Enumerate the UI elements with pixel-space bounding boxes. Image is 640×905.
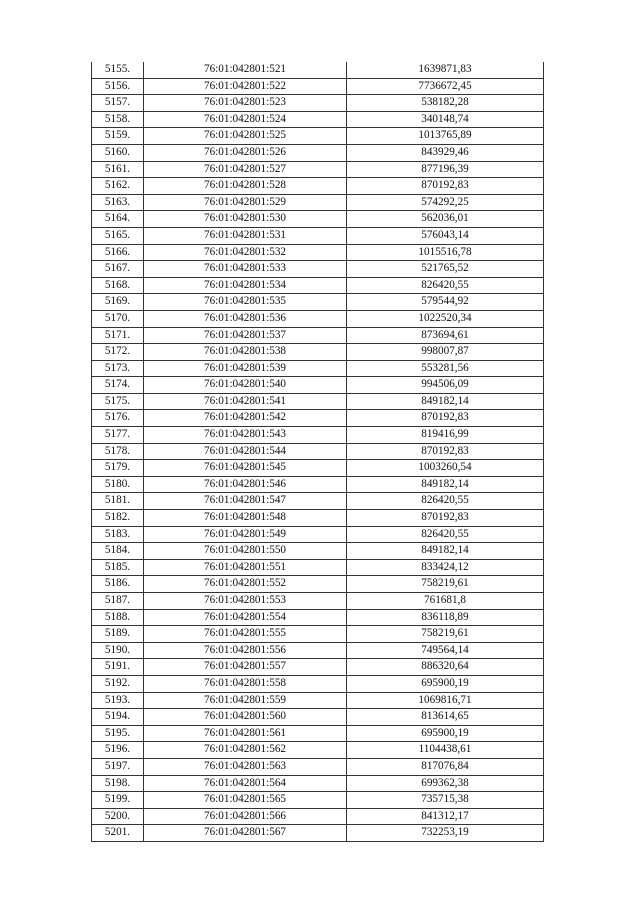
row-number-cell: 5188. xyxy=(92,609,144,626)
cadastral-number-cell: 76:01:042801:536 xyxy=(144,310,347,327)
row-number-cell: 5187. xyxy=(92,593,144,610)
row-number-cell: 5194. xyxy=(92,709,144,726)
cadastral-value-cell: 749564,14 xyxy=(347,642,544,659)
cadastral-value-cell: 732253,19 xyxy=(347,825,544,842)
cadastral-value-cell: 553281,56 xyxy=(347,360,544,377)
table-row xyxy=(92,410,544,427)
table-row xyxy=(92,825,544,842)
cadastral-value-cell: 1639871,83 xyxy=(347,62,544,78)
table-row xyxy=(92,327,544,344)
table-row xyxy=(92,360,544,377)
table-row xyxy=(92,62,544,78)
cadastral-value-cell: 849182,14 xyxy=(347,476,544,493)
table-row xyxy=(92,161,544,178)
table-row xyxy=(92,194,544,211)
cadastral-value-cell: 998007,87 xyxy=(347,344,544,361)
row-number-cell: 5169. xyxy=(92,294,144,311)
cadastral-number-cell: 76:01:042801:540 xyxy=(144,377,347,394)
cadastral-number-cell: 76:01:042801:522 xyxy=(144,78,347,95)
row-number-cell: 5174. xyxy=(92,377,144,394)
table-row xyxy=(92,593,544,610)
cadastral-number-cell: 76:01:042801:523 xyxy=(144,95,347,112)
table-row xyxy=(92,377,544,394)
table-row xyxy=(92,559,544,576)
row-number-cell: 5170. xyxy=(92,310,144,327)
cadastral-number-cell: 76:01:042801:530 xyxy=(144,211,347,228)
cadastral-number-cell: 76:01:042801:567 xyxy=(144,825,347,842)
cadastral-value-cell: 870192,83 xyxy=(347,443,544,460)
cadastral-value-cell: 817076,84 xyxy=(347,758,544,775)
row-number-cell: 5162. xyxy=(92,178,144,195)
row-number-cell: 5159. xyxy=(92,128,144,145)
row-number-cell: 5167. xyxy=(92,261,144,278)
cadastral-number-cell: 76:01:042801:553 xyxy=(144,593,347,610)
cadastral-number-cell: 76:01:042801:533 xyxy=(144,261,347,278)
cadastral-number-cell: 76:01:042801:543 xyxy=(144,427,347,444)
cadastral-number-cell: 76:01:042801:527 xyxy=(144,161,347,178)
cadastral-number-cell: 76:01:042801:563 xyxy=(144,758,347,775)
table-row xyxy=(92,775,544,792)
cadastral-value-cell: 695900,19 xyxy=(347,675,544,692)
cadastral-number-cell: 76:01:042801:521 xyxy=(144,62,347,78)
cadastral-value-cell: 758219,61 xyxy=(347,626,544,643)
cadastral-number-cell: 76:01:042801:542 xyxy=(144,410,347,427)
cadastral-value-cell: 695900,19 xyxy=(347,725,544,742)
row-number-cell: 5176. xyxy=(92,410,144,427)
cadastral-number-cell: 76:01:042801:531 xyxy=(144,227,347,244)
row-number-cell: 5179. xyxy=(92,460,144,477)
table-row xyxy=(92,742,544,759)
row-number-cell: 5192. xyxy=(92,675,144,692)
cadastral-number-cell: 76:01:042801:539 xyxy=(144,360,347,377)
cadastral-value-cell: 870192,83 xyxy=(347,410,544,427)
row-number-cell: 5198. xyxy=(92,775,144,792)
cadastral-number-cell: 76:01:042801:534 xyxy=(144,277,347,294)
table-row xyxy=(92,443,544,460)
cadastral-value-cell: 826420,55 xyxy=(347,526,544,543)
cadastral-value-cell: 994506,09 xyxy=(347,377,544,394)
table-row xyxy=(92,78,544,95)
cadastral-value-cell: 574292,25 xyxy=(347,194,544,211)
cadastral-value-cell: 576043,14 xyxy=(347,227,544,244)
row-number-cell: 5165. xyxy=(92,227,144,244)
cadastral-value-cell: 841312,17 xyxy=(347,808,544,825)
table-row xyxy=(92,261,544,278)
cadastral-value-cell: 735715,38 xyxy=(347,792,544,809)
cadastral-number-cell: 76:01:042801:526 xyxy=(144,144,347,161)
cadastral-number-cell: 76:01:042801:551 xyxy=(144,559,347,576)
row-number-cell: 5157. xyxy=(92,95,144,112)
cadastral-number-cell: 76:01:042801:548 xyxy=(144,510,347,527)
row-number-cell: 5155. xyxy=(92,62,144,78)
cadastral-value-cell: 849182,14 xyxy=(347,393,544,410)
row-number-cell: 5182. xyxy=(92,510,144,527)
cadastral-value-cell: 1104438,61 xyxy=(347,742,544,759)
cadastral-value-cell: 833424,12 xyxy=(347,559,544,576)
cadastral-number-cell: 76:01:042801:524 xyxy=(144,111,347,128)
cadastral-number-cell: 76:01:042801:558 xyxy=(144,675,347,692)
cadastral-value-cell: 819416,99 xyxy=(347,427,544,444)
table-row xyxy=(92,277,544,294)
row-number-cell: 5190. xyxy=(92,642,144,659)
cadastral-value-cell: 813614,65 xyxy=(347,709,544,726)
cadastral-value-cell: 538182,28 xyxy=(347,95,544,112)
cadastral-value-cell: 877196,39 xyxy=(347,161,544,178)
cadastral-value-cell: 873694,61 xyxy=(347,327,544,344)
cadastral-number-cell: 76:01:042801:565 xyxy=(144,792,347,809)
row-number-cell: 5156. xyxy=(92,78,144,95)
cadastral-number-cell: 76:01:042801:528 xyxy=(144,178,347,195)
row-number-cell: 5181. xyxy=(92,493,144,510)
cadastral-value-table xyxy=(91,62,544,842)
table-body xyxy=(92,62,544,841)
row-number-cell: 5175. xyxy=(92,393,144,410)
cadastral-number-cell: 76:01:042801:550 xyxy=(144,543,347,560)
row-number-cell: 5158. xyxy=(92,111,144,128)
row-number-cell: 5191. xyxy=(92,659,144,676)
cadastral-number-cell: 76:01:042801:532 xyxy=(144,244,347,261)
row-number-cell: 5160. xyxy=(92,144,144,161)
row-number-cell: 5184. xyxy=(92,543,144,560)
table-row xyxy=(92,543,544,560)
table-row xyxy=(92,460,544,477)
cadastral-number-cell: 76:01:042801:559 xyxy=(144,692,347,709)
table-row xyxy=(92,642,544,659)
row-number-cell: 5180. xyxy=(92,476,144,493)
cadastral-number-cell: 76:01:042801:562 xyxy=(144,742,347,759)
table-row xyxy=(92,211,544,228)
cadastral-value-cell: 1069816,71 xyxy=(347,692,544,709)
cadastral-value-cell: 562036,01 xyxy=(347,211,544,228)
cadastral-value-cell: 836118,89 xyxy=(347,609,544,626)
cadastral-value-cell: 1013765,89 xyxy=(347,128,544,145)
table-row xyxy=(92,310,544,327)
table-row xyxy=(92,476,544,493)
cadastral-number-cell: 76:01:042801:556 xyxy=(144,642,347,659)
table-row xyxy=(92,95,544,112)
table-row xyxy=(92,808,544,825)
row-number-cell: 5164. xyxy=(92,211,144,228)
row-number-cell: 5178. xyxy=(92,443,144,460)
row-number-cell: 5161. xyxy=(92,161,144,178)
table-row xyxy=(92,675,544,692)
table-row xyxy=(92,609,544,626)
cadastral-value-cell: 340148,74 xyxy=(347,111,544,128)
table-row xyxy=(92,758,544,775)
cadastral-value-cell: 7736672,45 xyxy=(347,78,544,95)
cadastral-number-cell: 76:01:042801:566 xyxy=(144,808,347,825)
cadastral-value-cell: 870192,83 xyxy=(347,510,544,527)
row-number-cell: 5185. xyxy=(92,559,144,576)
row-number-cell: 5193. xyxy=(92,692,144,709)
table-row xyxy=(92,393,544,410)
cadastral-number-cell: 76:01:042801:552 xyxy=(144,576,347,593)
cadastral-value-cell: 849182,14 xyxy=(347,543,544,560)
table-row xyxy=(92,626,544,643)
table-row xyxy=(92,294,544,311)
table-row xyxy=(92,493,544,510)
cadastral-value-cell: 1015516,78 xyxy=(347,244,544,261)
cadastral-value-cell: 843929,46 xyxy=(347,144,544,161)
cadastral-value-cell: 761681,8 xyxy=(347,593,544,610)
row-number-cell: 5171. xyxy=(92,327,144,344)
table-row xyxy=(92,111,544,128)
cadastral-value-cell: 758219,61 xyxy=(347,576,544,593)
row-number-cell: 5163. xyxy=(92,194,144,211)
row-number-cell: 5168. xyxy=(92,277,144,294)
row-number-cell: 5166. xyxy=(92,244,144,261)
cadastral-number-cell: 76:01:042801:529 xyxy=(144,194,347,211)
cadastral-number-cell: 76:01:042801:538 xyxy=(144,344,347,361)
row-number-cell: 5189. xyxy=(92,626,144,643)
table-row xyxy=(92,144,544,161)
table-row xyxy=(92,576,544,593)
table-row xyxy=(92,427,544,444)
cadastral-number-cell: 76:01:042801:537 xyxy=(144,327,347,344)
cadastral-number-cell: 76:01:042801:541 xyxy=(144,393,347,410)
cadastral-number-cell: 76:01:042801:544 xyxy=(144,443,347,460)
row-number-cell: 5199. xyxy=(92,792,144,809)
cadastral-number-cell: 76:01:042801:549 xyxy=(144,526,347,543)
cadastral-number-cell: 76:01:042801:525 xyxy=(144,128,347,145)
table-row xyxy=(92,244,544,261)
table-row xyxy=(92,725,544,742)
table-row xyxy=(92,792,544,809)
row-number-cell: 5196. xyxy=(92,742,144,759)
table-row xyxy=(92,178,544,195)
row-number-cell: 5177. xyxy=(92,427,144,444)
cadastral-number-cell: 76:01:042801:564 xyxy=(144,775,347,792)
cadastral-value-cell: 886320,64 xyxy=(347,659,544,676)
cadastral-value-cell: 699362,38 xyxy=(347,775,544,792)
row-number-cell: 5173. xyxy=(92,360,144,377)
row-number-cell: 5172. xyxy=(92,344,144,361)
table-row xyxy=(92,227,544,244)
cadastral-number-cell: 76:01:042801:546 xyxy=(144,476,347,493)
row-number-cell: 5201. xyxy=(92,825,144,842)
table-row xyxy=(92,344,544,361)
row-number-cell: 5186. xyxy=(92,576,144,593)
table-row xyxy=(92,128,544,145)
cadastral-number-cell: 76:01:042801:560 xyxy=(144,709,347,726)
cadastral-number-cell: 76:01:042801:535 xyxy=(144,294,347,311)
cadastral-value-cell: 826420,55 xyxy=(347,493,544,510)
table-row xyxy=(92,692,544,709)
table-row xyxy=(92,510,544,527)
cadastral-value-cell: 1022520,34 xyxy=(347,310,544,327)
cadastral-value-cell: 826420,55 xyxy=(347,277,544,294)
table-row xyxy=(92,526,544,543)
row-number-cell: 5197. xyxy=(92,758,144,775)
row-number-cell: 5200. xyxy=(92,808,144,825)
table-row xyxy=(92,709,544,726)
cadastral-number-cell: 76:01:042801:555 xyxy=(144,626,347,643)
cadastral-number-cell: 76:01:042801:547 xyxy=(144,493,347,510)
row-number-cell: 5183. xyxy=(92,526,144,543)
table-row xyxy=(92,659,544,676)
cadastral-number-cell: 76:01:042801:561 xyxy=(144,725,347,742)
cadastral-number-cell: 76:01:042801:554 xyxy=(144,609,347,626)
cadastral-value-cell: 521765,52 xyxy=(347,261,544,278)
cadastral-number-cell: 76:01:042801:545 xyxy=(144,460,347,477)
cadastral-value-cell: 870192,83 xyxy=(347,178,544,195)
cadastral-value-cell: 1003260,54 xyxy=(347,460,544,477)
cadastral-number-cell: 76:01:042801:557 xyxy=(144,659,347,676)
row-number-cell: 5195. xyxy=(92,725,144,742)
cadastral-value-cell: 579544,92 xyxy=(347,294,544,311)
